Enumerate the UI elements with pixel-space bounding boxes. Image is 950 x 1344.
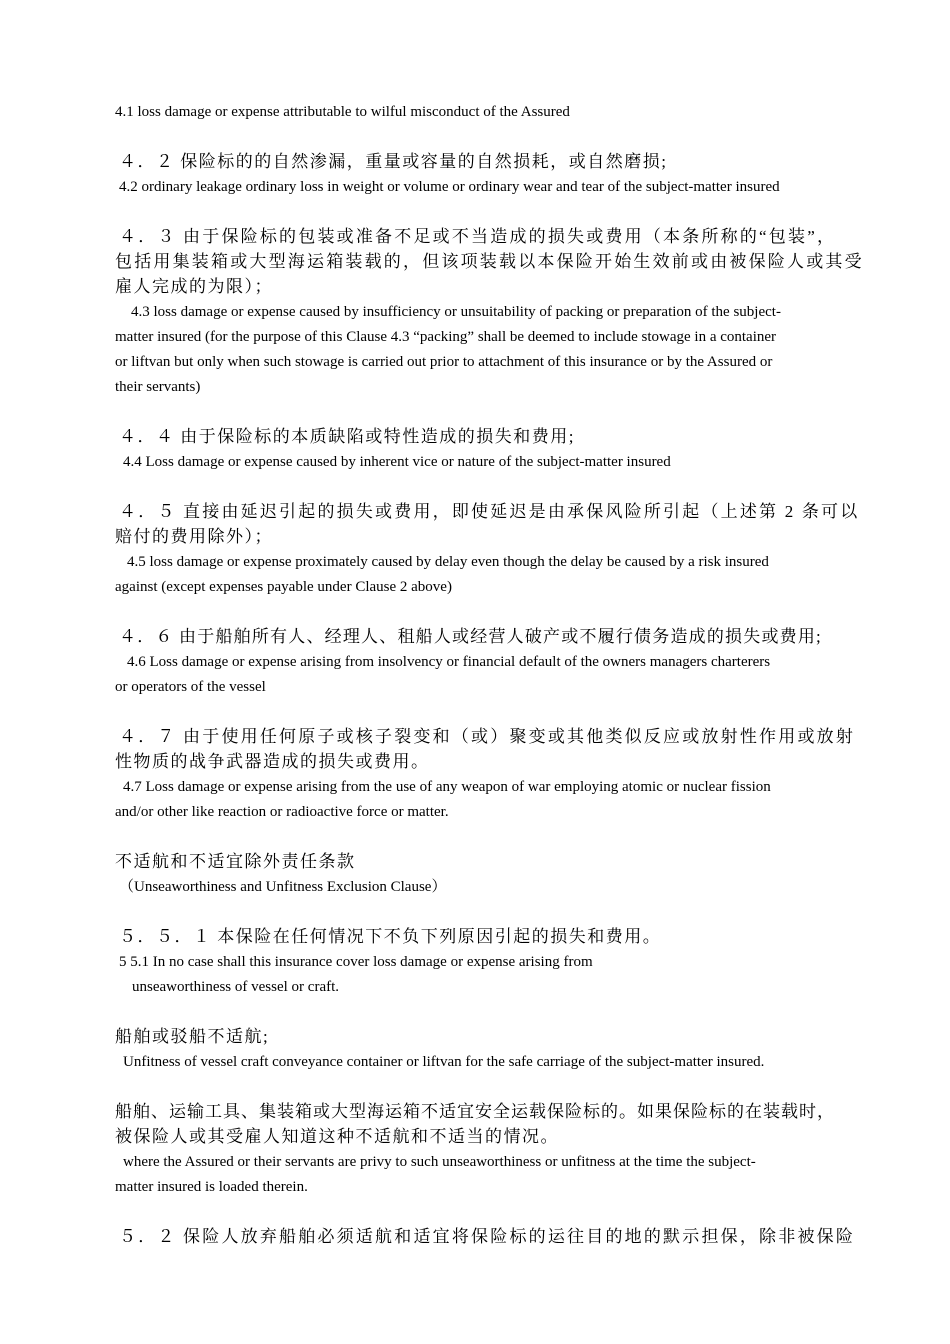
unfitness-zh-line-2: 被保险人或其受雇人知道这种不适航和不适当的情况。 xyxy=(115,1127,559,1146)
clause-4-1-en: 4.1 loss damage or expense attributable to wilful misconduct of the Assured xyxy=(115,104,570,120)
section-heading-zh: 不适航和不适宜除外责任条款 xyxy=(115,852,356,871)
privy-en-line-1: where the Assured or their servants are privy to such unseaworthiness or unfitness at the time the subject- xyxy=(123,1154,756,1170)
clause-4-6-en-line-1: 4.6 Loss damage or expense arising from insolvency or financial default of the owners managers charterers xyxy=(127,654,771,670)
clause-4-3-en-line-1: 4.3 loss damage or expense caused by insufficiency or unsuitability of packing or preparation of the subject- xyxy=(131,304,781,320)
unfitness-en: Unfitness of vessel craft conveyance container or liftvan for the safe carriage of the subject-matter insured. xyxy=(123,1054,765,1070)
unseaworthy-zh: 船舶或驳船不适航; xyxy=(115,1027,270,1046)
clause-4-7-en-line-1: 4.7 Loss damage or expense arising from the use of any weapon of war employing atomic or nuclear fission xyxy=(123,779,771,795)
clause-4-7-zh-line-1: ４．７ 由于使用任何原子或核子裂变和（或）聚变或其他类似反应或放射性作用或放射 xyxy=(119,727,856,746)
clause-4-3-zh-line-2: 包括用集装箱或大型海运箱装载的，但该项装载以本保险开始生效前或由被保险人或其受 xyxy=(115,252,864,271)
clause-4-7-zh-line-2: 性物质的战争武器造成的损失或费用。 xyxy=(115,752,430,771)
clause-5-1-en-line-1: 5 5.1 In no case shall this insurance cover loss damage or expense arising from xyxy=(119,954,593,970)
section-heading-en: （Unseaworthiness and Unfitness Exclusion Clause） xyxy=(119,879,447,895)
clause-5-1-en-line-2: unseaworthiness of vessel or craft. xyxy=(132,979,340,995)
clause-4-3-en-line-3: or liftvan but only when such stowage is carried out prior to attachment of this insurance or by the Assured or xyxy=(115,354,773,370)
clause-4-5-zh-line-2: 赔付的费用除外）； xyxy=(115,527,273,546)
privy-en-line-2: matter insured is loaded therein. xyxy=(115,1179,308,1195)
clause-4-3-zh-line-1: ４．３ 由于保险标的包装或准备不足或不当造成的损失或费用（本条所称的“包装”， xyxy=(119,227,837,246)
clause-4-4-zh: ４．４ 由于保险标的本质缺陷或特性造成的损失和费用; xyxy=(119,427,575,446)
clause-4-6-zh: ４．６ 由于船舶所有人、经理人、租船人或经营人破产或不履行债务造成的损失或费用; xyxy=(119,627,822,646)
unfitness-zh-line-1: 船舶、运输工具、集装箱或大型海运箱不适宜安全运载保险标的。如果保险标的在装载时， xyxy=(115,1102,835,1121)
clause-4-2-en: 4.2 ordinary leakage ordinary loss in weight or volume or ordinary wear and tear of the subject-matter insured xyxy=(119,179,780,195)
clause-4-2-zh: ４．２ 保险标的的自然渗漏，重量或容量的自然损耗，或自然磨损; xyxy=(119,152,668,171)
clause-4-3-en-line-2: matter insured (for the purpose of this Clause 4.3 “packing” shall be deemed to include stowage in a container xyxy=(115,329,777,345)
clause-4-3-en-line-4: their servants) xyxy=(115,379,201,395)
clause-5-2-zh: ５．２ 保险人放弃船舶必须适航和适宜将保险标的运往目的地的默示担保，除非被保险 xyxy=(119,1227,856,1246)
clause-4-5-en-line-2: against (except expenses payable under Clause 2 above) xyxy=(115,579,452,595)
clause-4-3-zh-line-3: 雇人完成的为限）； xyxy=(115,277,273,296)
clause-4-4-en: 4.4 Loss damage or expense caused by inherent vice or nature of the subject-matter insured xyxy=(123,454,671,470)
clause-4-5-en-line-1: 4.5 loss damage or expense proximately caused by delay even though the delay be caused by a risk insured xyxy=(127,554,769,570)
clause-4-6-en-line-2: or operators of the vessel xyxy=(115,679,266,695)
clause-4-7-en-line-2: and/or other like reaction or radioactive force or matter. xyxy=(115,804,449,820)
clause-5-1-zh: ５．５．１ 本保险在任何情况下不负下列原因引起的损失和费用。 xyxy=(119,927,662,946)
clause-4-5-zh-line-1: ４．５ 直接由延迟引起的损失或费用，即使延迟是由承保风险所引起（上述第 2 条可以 xyxy=(119,502,860,521)
